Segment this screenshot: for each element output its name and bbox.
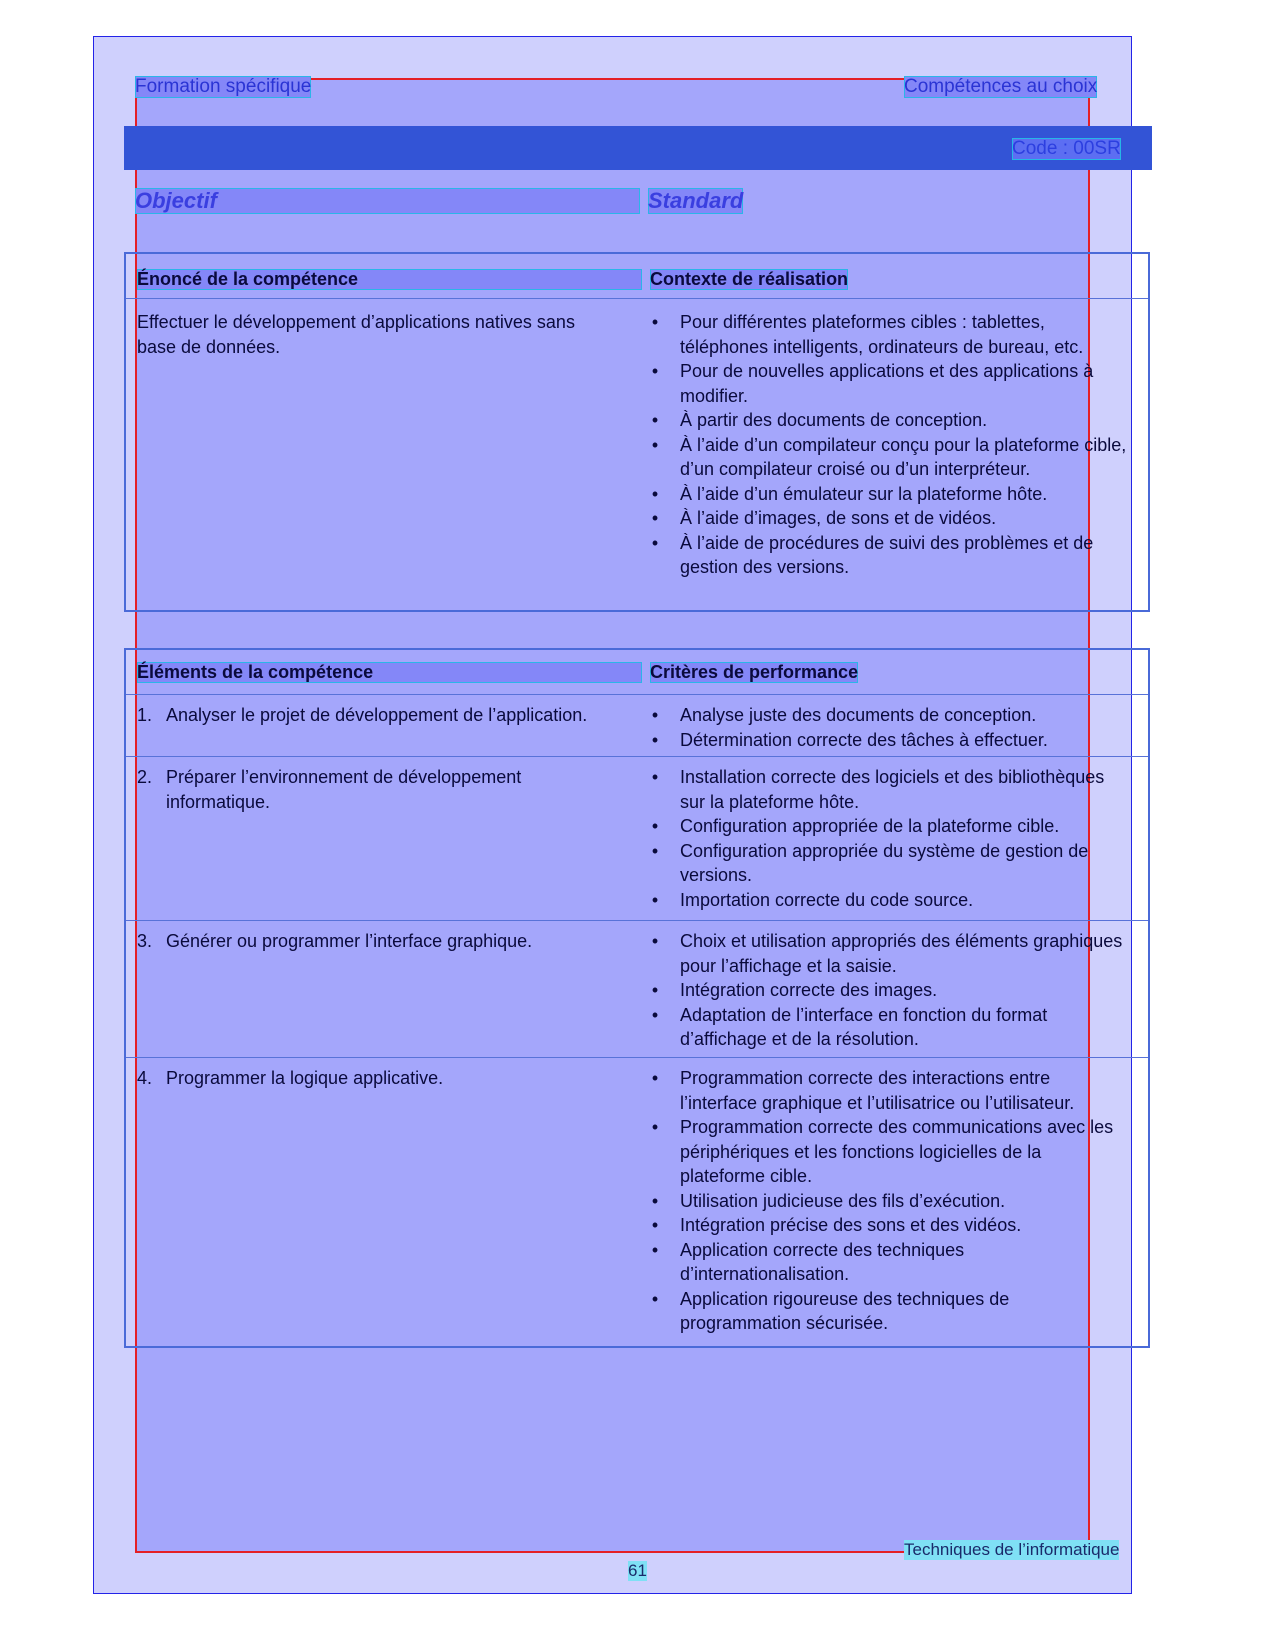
bullet-icon: • xyxy=(651,1068,659,1088)
element-text: Générer ou programmer l’interface graphique. xyxy=(166,931,533,951)
criteria-item xyxy=(650,1189,1130,1214)
element-number: 3. xyxy=(137,931,153,951)
criteria-item xyxy=(650,728,1130,753)
criteria-item xyxy=(650,765,1130,814)
context-item xyxy=(650,506,1130,531)
table-row xyxy=(126,756,1148,921)
context-item-text: À l’aide d’un compilateur conçu pour la plateforme cible, d’un compilateur croisé ou d’un interpréteur. xyxy=(680,434,1127,479)
context-item xyxy=(650,482,1130,507)
page-number: 61 xyxy=(628,1561,647,1580)
criteria-item-text: Configuration appropriée de la plateforme cible. xyxy=(680,816,1060,836)
criteria-item-text: Analyse juste des documents de conception. xyxy=(680,705,1037,725)
criteria-item-text: Installation correcte des logiciels et des bibliothèques sur la plateforme hôte. xyxy=(680,767,1105,812)
criteria-item xyxy=(650,1066,1130,1115)
criteria-header: Critères de performance xyxy=(650,662,859,682)
context-item-text: À l’aide d’images, de sons et de vidéos. xyxy=(680,508,997,528)
bullet-icon: • xyxy=(651,729,659,750)
bullet-icon: • xyxy=(651,980,659,1000)
criteria-list xyxy=(650,703,1130,752)
competence-statement: Effectuer le développement d’applications natives sans base de données. xyxy=(137,312,575,357)
header-program-section: Formation spécifique xyxy=(135,76,312,97)
context-item xyxy=(650,310,1130,359)
criteria-item xyxy=(650,1003,1130,1052)
bullet-icon: • xyxy=(651,816,659,836)
bullet-icon: • xyxy=(651,705,659,725)
criteria-list xyxy=(650,1066,1130,1336)
bullet-icon: • xyxy=(651,767,659,787)
criteria-list xyxy=(650,929,1130,1052)
header-competence-type: Compétences au choix xyxy=(904,76,1098,97)
table-row xyxy=(126,1057,1148,1344)
competence-table xyxy=(124,252,1150,612)
elements-table xyxy=(124,648,1150,1348)
bullet-icon: • xyxy=(651,1239,659,1260)
criteria-item-text: Intégration correcte des images. xyxy=(680,980,938,1000)
element-text: Programmer la logique applicative. xyxy=(166,1068,444,1088)
criteria-item-text: Choix et utilisation appropriés des éléments graphiques pour l’affichage et la saisie. xyxy=(680,931,1123,976)
bullet-icon: • xyxy=(651,483,659,504)
context-item-text: À l’aide d’un émulateur sur la plateforme hôte. xyxy=(680,483,1048,504)
bullet-icon: • xyxy=(651,1190,659,1211)
element-number: 1. xyxy=(137,705,153,725)
bullet-icon: • xyxy=(651,931,659,951)
bullet-icon: • xyxy=(651,361,659,381)
bullet-icon: • xyxy=(651,1117,659,1137)
criteria-item xyxy=(650,814,1130,839)
context-item-text: Pour différentes plateformes cibles : tablettes, téléphones intelligents, ordinateurs de bureau, etc. xyxy=(680,312,1084,357)
competence-code: Code : 00SR xyxy=(1012,138,1121,159)
criteria-item-text: Détermination correcte des tâches à effectuer. xyxy=(680,729,1048,750)
bullet-icon: • xyxy=(651,1288,659,1309)
bullet-icon: • xyxy=(651,410,659,430)
bullet-icon: • xyxy=(651,312,659,332)
criteria-item xyxy=(650,1115,1130,1189)
criteria-item xyxy=(650,1213,1130,1238)
criteria-list xyxy=(650,765,1130,912)
criteria-item-text: Application rigoureuse des techniques de programmation sécurisée. xyxy=(680,1288,1010,1333)
context-list xyxy=(650,310,1130,580)
criteria-item xyxy=(650,888,1130,913)
objective-title: Objectif xyxy=(135,188,640,214)
criteria-item xyxy=(650,703,1130,728)
criteria-item-text: Adaptation de l’interface en fonction du format d’affichage et de la résolution. xyxy=(680,1004,1048,1049)
context-item-text: Pour de nouvelles applications et des applications à modifier. xyxy=(680,361,1094,406)
code-bar xyxy=(124,126,1152,170)
criteria-item-text: Programmation correcte des interactions entre l’interface graphique et l’utilisatrice ou l’utilisateur. xyxy=(680,1068,1075,1113)
table-row xyxy=(126,694,1148,757)
criteria-item xyxy=(650,929,1130,978)
elements-header: Éléments de la compétence xyxy=(137,662,642,683)
bullet-icon: • xyxy=(651,840,659,861)
bullet-icon: • xyxy=(651,1004,659,1025)
context-item xyxy=(650,408,1130,433)
criteria-item-text: Programmation correcte des communications avec les périphériques et les fonctions logicielles de la plateforme cible. xyxy=(680,1117,1114,1186)
context-item xyxy=(650,531,1130,580)
context-item-text: À partir des documents de conception. xyxy=(680,410,988,430)
element-number: 2. xyxy=(137,767,153,787)
context-item xyxy=(650,433,1130,482)
criteria-item-text: Configuration appropriée du système de gestion de versions. xyxy=(680,840,1089,885)
element-text: Analyser le projet de développement de l’application. xyxy=(166,705,588,725)
criteria-item xyxy=(650,1238,1130,1287)
statement-header: Énoncé de la compétence xyxy=(137,269,642,290)
criteria-item xyxy=(650,1287,1130,1336)
table-row xyxy=(126,920,1148,1058)
bullet-icon: • xyxy=(651,532,659,553)
criteria-item-text: Utilisation judicieuse des fils d’exécution. xyxy=(680,1190,1006,1211)
element-number: 4. xyxy=(137,1068,153,1088)
context-header: Contexte de réalisation xyxy=(650,269,849,289)
footer-program: Techniques de l’informatique xyxy=(904,1540,1120,1559)
standard-title: Standard xyxy=(648,188,744,213)
bullet-icon: • xyxy=(651,889,659,910)
criteria-item-text: Intégration précise des sons et des vidéos. xyxy=(680,1215,1022,1235)
criteria-item xyxy=(650,978,1130,1003)
context-item xyxy=(650,359,1130,408)
element-text: Préparer l’environnement de développement informatique. xyxy=(166,767,522,812)
context-item-text: À l’aide de procédures de suivi des problèmes et de gestion des versions. xyxy=(680,532,1094,577)
criteria-item xyxy=(650,839,1130,888)
table-divider xyxy=(126,298,1148,299)
bullet-icon: • xyxy=(651,434,659,455)
criteria-item-text: Importation correcte du code source. xyxy=(680,889,974,910)
bullet-icon: • xyxy=(651,508,659,528)
bullet-icon: • xyxy=(651,1215,659,1235)
criteria-item-text: Application correcte des techniques d’internationalisation. xyxy=(680,1239,965,1284)
